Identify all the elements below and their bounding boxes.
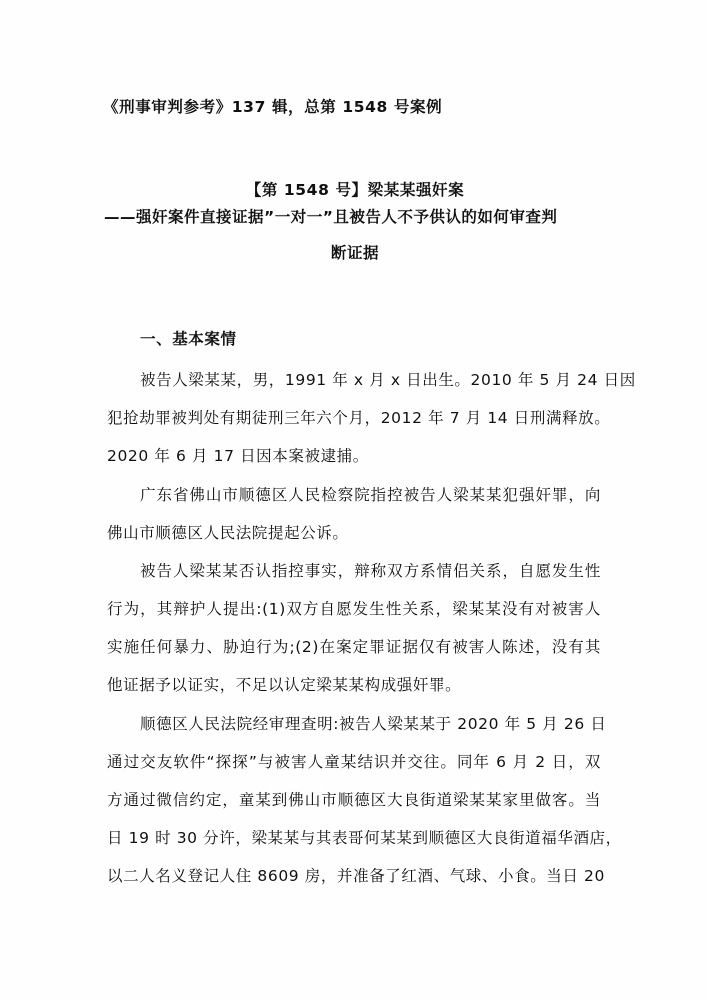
paragraph-3-line-1: 被告人梁某某否认指控事实，辩称双方系情侣关系，自愿发生性 — [140, 562, 601, 580]
paragraph-2-line-1: 广东省佛山市顺德区人民检察院指控被告人梁某某犯强奸罪，向 — [140, 486, 601, 504]
paragraph-4-line-1: 顺德区人民法院经审理查明:被告人梁某某于 2020 年 5 月 26 日 — [140, 715, 607, 733]
paragraph-2-line-2: 佛山市顺德区人民法院提起公诉。 — [107, 524, 349, 542]
paragraph-1-line-2: 犯抢劫罪被判处有期徒刑三年六个月，2012 年 7 月 14 日刑满释放。 — [107, 409, 611, 427]
case-title: 【第 1548 号】梁某某强奸案 — [245, 181, 465, 199]
paragraph-4-line-4: 日 19 时 30 分许，梁某某与其表哥何某某到顺德区大良街道福华酒店， — [107, 829, 622, 847]
paragraph-4-line-2: 通过交友软件“探探”与被害人童某结识并交往。同年 6 月 2 日，双 — [107, 753, 601, 771]
paragraph-3-line-3: 实施任何暴力、胁迫行为;(2)在案定罪证据仅有被害人陈述，没有其 — [107, 638, 601, 656]
paragraph-3-line-2: 行为，其辩护人提出:(1)双方自愿发生性关系，梁某某没有对被害人 — [107, 600, 601, 618]
paragraph-1-line-3: 2020 年 6 月 17 日因本案被逮捕。 — [107, 447, 369, 465]
subtitle-line-1: ——强奸案件直接证据”一对一”且被告人不予供认的如何审查判 — [104, 208, 558, 226]
paragraph-4-line-3: 方通过微信约定，童某到佛山市顺德区大良街道梁某某家里做客。当 — [107, 791, 601, 809]
section-heading: 一、基本案情 — [140, 330, 237, 348]
paragraph-4-line-5: 以二人名义登记人住 8609 房，并准备了红酒、气球、小食。当日 20 — [107, 867, 605, 885]
paragraph-3-line-4: 他证据予以证实，不足以认定梁某某构成强奸罪。 — [107, 676, 462, 694]
subtitle-line-2: 断证据 — [330, 244, 380, 262]
paragraph-1-line-1: 被告人梁某某，男，1991 年 x 月 x 日出生。2010 年 5 月 24 日因 — [140, 371, 636, 389]
source-line: 《刑事审判参考》137 辑，总第 1548 号案例 — [103, 98, 443, 116]
